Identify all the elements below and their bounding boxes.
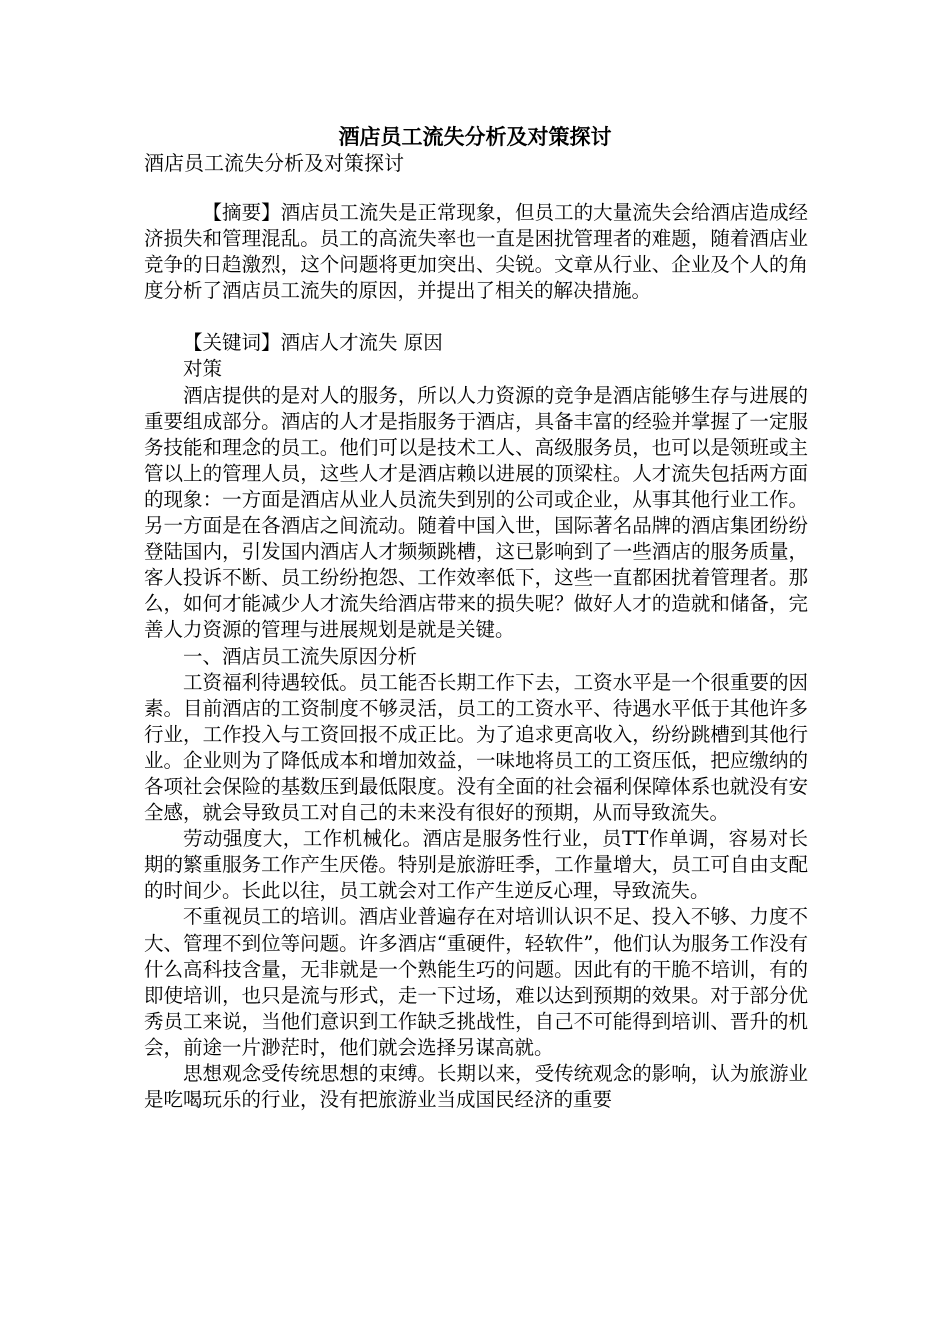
document-title: 酒店员工流失分析及对策探讨 [338,124,612,149]
document-subtitle: 酒店员工流失分析及对策探讨 [144,151,404,175]
body-paragraph: 不重视员工的培训。酒店业普遍存在对培训认识不足、投入不够、力度不大、管理不到位等问题。许多酒店“重硬件，轻软件”，他们认为服务工作没有什么高科技含量，无非就是一个熟能生巧的问题。因此有的干脆不培训，有的即使培训，也只是流与形式，走一下过场，难以达到预期的效果。对于部分优秀员工来说，当他们意识到工作缺乏挑战性，自己不可能得到培训、晋升的机会，前途一片渺茫时，他们就会选择另谋高就。 [144,905,808,1059]
document-body [144,200,808,1113]
abstract-paragraph: 【摘要】酒店员工流失是正常现象，但员工的大量流失会给酒店造成经济损失和管理混乱。员工的高流失率也一直是困扰管理者的难题，随着酒店业竞争的日趋激烈，这个问题将更加突出、尖锐。文章从行业、企业及个人的角度分析了酒店员工流失的原因，并提出了相关的解决措施。 [144,201,808,303]
section-heading: 一、酒店员工流失原因分析 [183,644,418,668]
body-paragraph: 工资福利待遇较低。员工能否长期工作下去，工资水平是一个很重要的因素。目前酒店的工资制度不够灵活，员工的工资水平、待遇水平低于其他许多行业，工作投入与工资回报不成正比。为了追求更高收入，纷纷跳槽到其他行业。企业则为了降低成本和增加效益，一味地将员工的工资压低，把应缴纳的各项社会保险的基数压到最低限度。没有全面的社会福利保障体系也就没有安全感，就会导致员工对自己的未来没有很好的预期，从而导致流失。 [144,670,808,825]
keywords-line: 【关键词】酒店人才流失 原因 [183,331,443,355]
body-paragraph: 劳动强度大，工作机械化。酒店是服务性行业，员TT作单调，容易对长期的繁重服务工作产生厌倦。特别是旅游旺季，工作量增大，员工可自由支配的时间少。长此以往，员工就会对工作产生逆反心理，导致流失。 [144,827,808,903]
body-paragraph: 思想观念受传统思想的束缚。长期以来，受传统观念的影响，认为旅游业是吃喝玩乐的行业，没有把旅游业当成国民经济的重要 [144,1062,808,1112]
keywords-continuation: 对策 [183,357,223,381]
body-paragraph: 酒店提供的是对人的服务，所以人力资源的竞争是酒店能够生存与进展的重要组成部分。酒店的人才是指服务于酒店，具备丰富的经验并掌握了一定服务技能和理念的员工。他们可以是技术工人、高级服务员，也可以是领班或主管以上的管理人员，这些人才是酒店赖以进展的顶梁柱。人才流失包括两方面的现象：一方面是酒店从业人员流失到别的公司或企业，从事其他行业工作。另一方面是在各酒店之间流动。随着中国入世，国际著名品牌的酒店集团纷纷登陆国内，引发国内酒店人才频频跳槽，这已影响到了一些酒店的服务质量，客人投诉不断、员工纷纷抱怨、工作效率低下，这些一直都困扰着管理者。那么，如何才能减少人才流失给酒店带来的损失呢？做好人才的造就和储备，完善人力资源的管理与进展规划是就是关键。 [144,383,808,642]
